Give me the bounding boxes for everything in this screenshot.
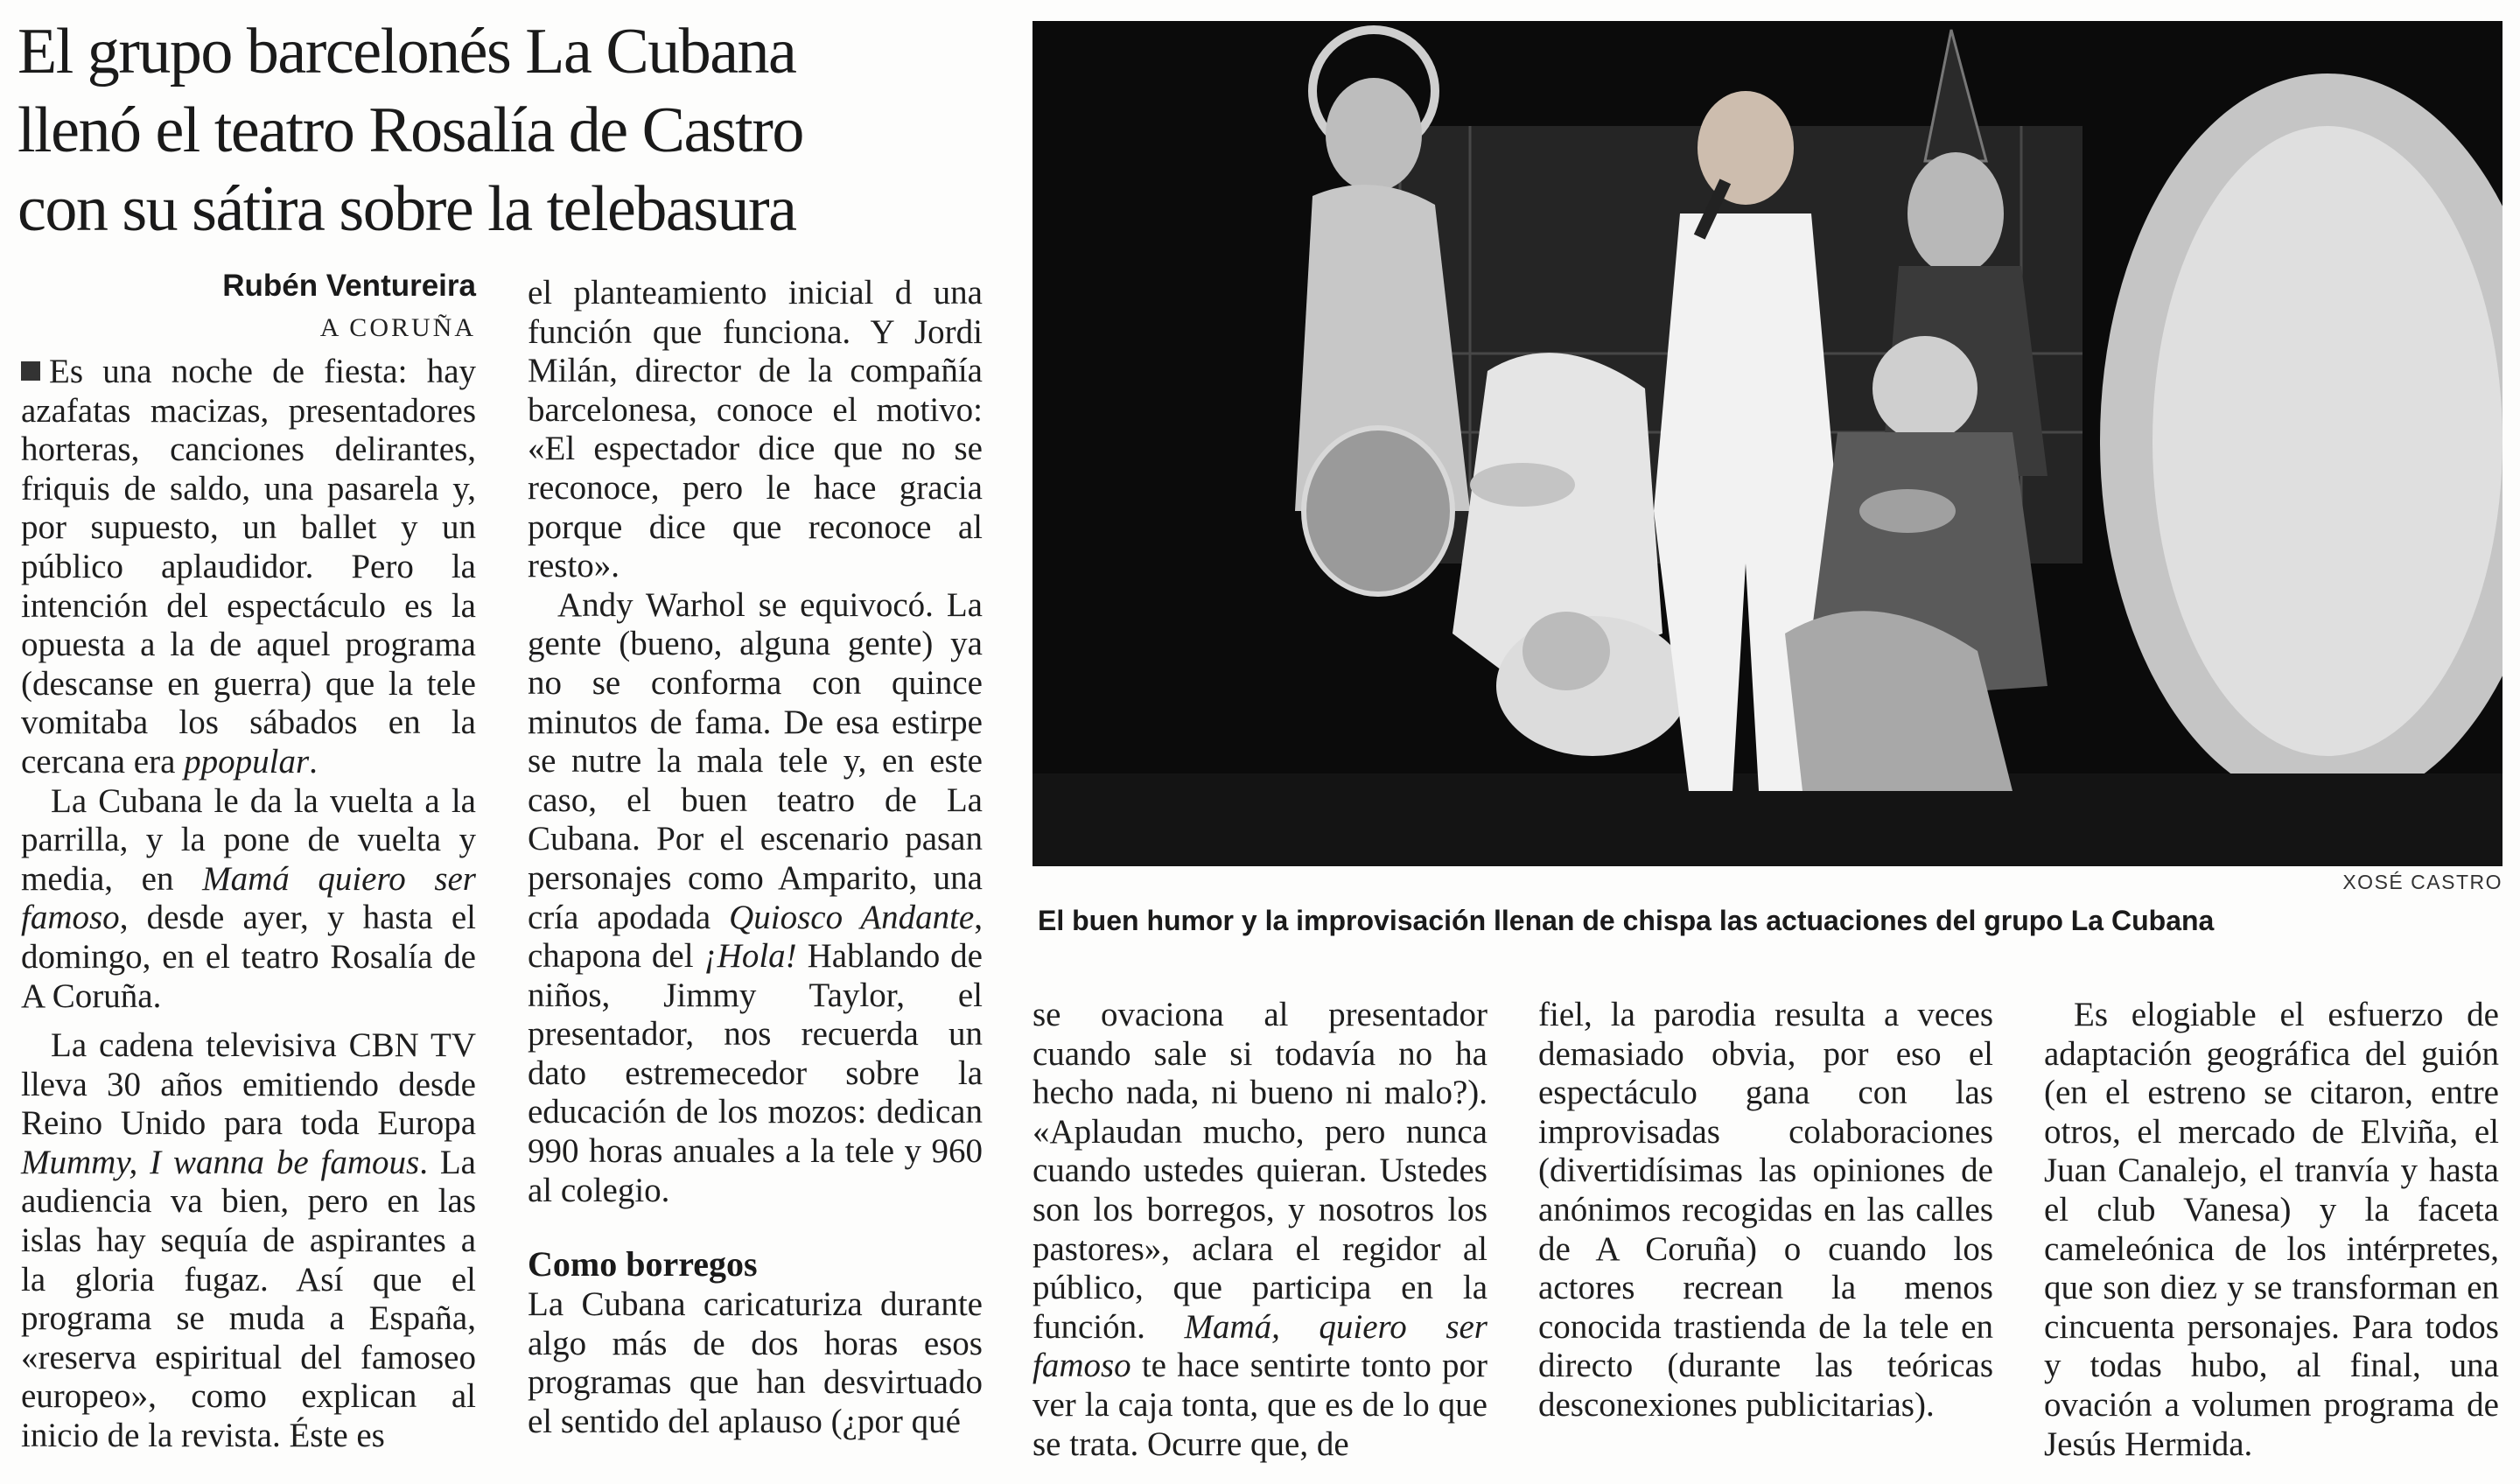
paragraph: La cadena televisiva CBN TV lleva 30 años emitiendo desde Reino Unido para toda Europa Mummy, I wanna be famous. La audiencia va bien, pero en las islas hay sequía de aspirantes a la gloria fugaz. Así que el programa se muda a España, «reserva espiritual del famoseo europeo», como explican al inicio de la revista. Éste es [21, 1026, 476, 1455]
article-column-4 [1538, 996, 1993, 1425]
section-subhead: Como borregos [528, 1244, 758, 1284]
headline-line-1: El grupo barcelonés La Cubana [18, 16, 796, 88]
lead-square-icon [21, 361, 40, 381]
paragraph: Es una noche de fiesta: hay azafatas macizas, presentadores horteras, canciones delirantes, friquis de saldo, una pasarela y, por supuesto, un ballet y un público aplaudidor. Pero la intención del espectáculo es la opuesta a la de aquel programa (descanse en guerra) que la tele vomitaba los sábados en la cercana era ppopular. [21, 353, 476, 780]
paragraph: se ovaciona al presentador cuando sale si todavía no ha hecho nada, ni bueno ni malo?). «Aplaudan mucho, pero nunca cuando ustedes quieran. Ustedes son los borregos, y nosotros los pastores», aclara el regidor al público, que participa en la función. Mamá, quiero ser famoso te hace sentirte tonto por ver la caja tonta, que es de lo que se trata. Ocurre que, de [1032, 996, 1488, 1463]
byline-author: Rubén Ventureira [222, 269, 476, 303]
byline-place: A CORUÑA [319, 313, 476, 342]
paragraph: el planteamiento inicial d una función que funciona. Y Jordi Milán, director de la compañía barcelonesa, conoce el motivo: «El espectador dice que no se reconoce, pero le hace gracia porque dice que reconoce al resto». [528, 274, 983, 585]
stage-performers-illustration [1032, 21, 2502, 866]
paragraph: La Cubana caricaturiza durante algo más de dos horas esos programas que han desvirtuado el sentido del aplauso (¿por qué [528, 1285, 983, 1441]
article-headline [18, 12, 1024, 248]
article-column-1 [21, 353, 476, 1456]
article-column-3 [1032, 996, 1488, 1464]
photo-caption: El buen humor y la improvisación llenan de chispa las actuaciones del grupo La Cubana [1038, 905, 2215, 936]
paragraph: Andy Warhol se equivocó. La gente (bueno, alguna gente) ya no se conforma con quince minutos de fama. De esa estirpe se nutre la mala tele y, en este caso, el buen teatro de La Cubana. Por el escenario pasan personajes como Amparito, una cría apodada Quiosco Andante, chapona del ¡Hola! Hablando de niños, Jimmy Taylor, el presentador, nos recuerda un dato estremecedor sobre la educación de los mozos: dedican 990 horas anuales a la tele y 960 al colegio. [528, 585, 983, 1209]
paragraph: La Cubana le da la vuelta a la parrilla, y la pone de vuelta y media, en Mamá quiero ser famoso, desde ayer, y hasta el domingo, en el teatro Rosalía de A Coruña. [21, 781, 476, 1015]
article-column-5 [2044, 996, 2499, 1464]
paragraph: Es elogiable el esfuerzo de adaptación geográfica del guión (en el estreno se citaron, entre otros, el mercado de Elviña, el Juan Canalejo, el tranvía y hasta el club Vanesa) y la faceta cameleónica de los intérpretes, que son diez y se transforman en cincuenta personajes. Para todos y todas hubo, al final, una ovación a volumen programa de Jesús Hermida. [2044, 996, 2499, 1463]
headline-line-2: llenó el teatro Rosalía de Castro [18, 94, 803, 166]
stage-photo [1032, 21, 2502, 866]
article-column-2 [528, 274, 983, 1442]
headline-line-3: con su sátira sobre la telebasura [18, 173, 796, 245]
paragraph: fiel, la parodia resulta a veces demasiado obvia, por eso el espectáculo gana con las improvisadas colaboraciones (divertidísimas las opiniones de anónimos recogidas en las calles de A Coruña) o cuando los actores recrean la menos conocida trastienda de la tele en directo (durante las teóricas desconexiones publicitarias). [1538, 996, 1993, 1424]
photo-credit: XOSÉ CASTRO [2342, 871, 2502, 893]
